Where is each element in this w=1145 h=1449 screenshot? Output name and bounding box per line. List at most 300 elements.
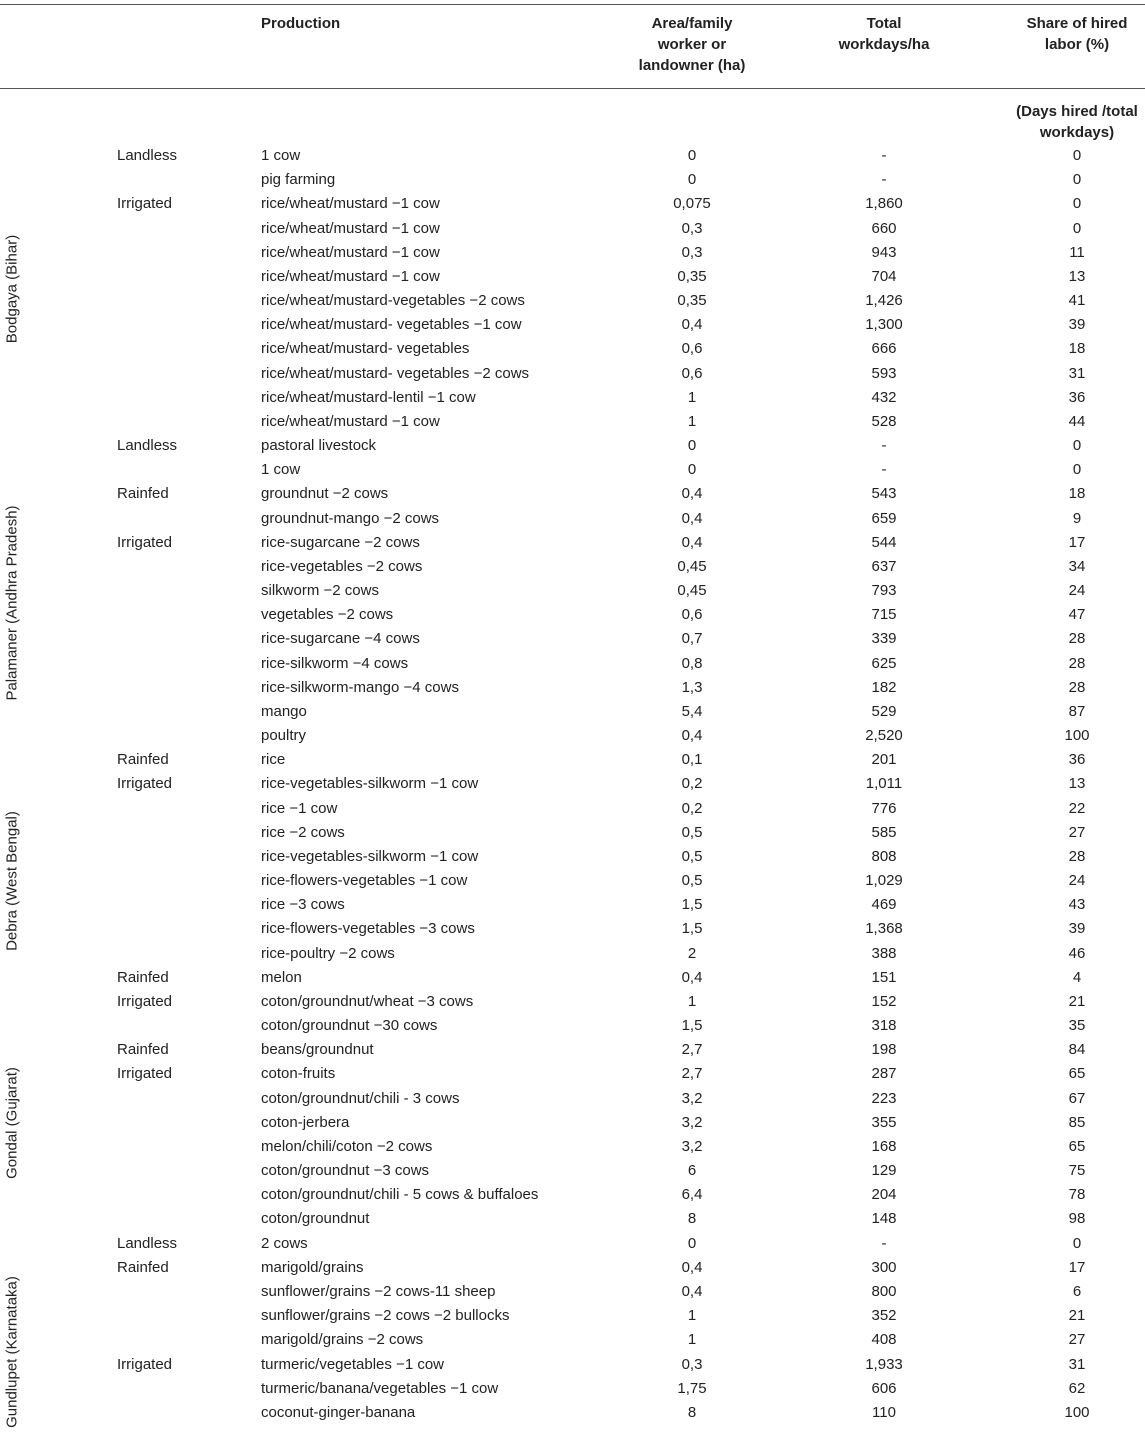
table-row (0, 241, 1145, 265)
workdays-cell: - (881, 171, 887, 189)
workdays-cell: 1,860 (865, 195, 903, 213)
workdays-cell: 1,426 (865, 292, 903, 310)
area-cell: 6,4 (681, 1186, 703, 1204)
workdays-cell: 776 (871, 799, 897, 817)
hired-share-cell: 27 (1068, 823, 1086, 841)
region-name: Gundlupet (Karnataka) (3, 1276, 21, 1429)
production-cell: coton-fruits (261, 1065, 336, 1083)
header-area-line: Area/family (651, 15, 733, 32)
hired-share-cell: 0 (1072, 195, 1082, 213)
hired-share-cell: 18 (1068, 485, 1086, 503)
table-row (0, 1014, 1145, 1038)
workdays-cell: 287 (871, 1065, 897, 1083)
table-row (0, 144, 1145, 168)
workdays-cell: - (881, 147, 887, 164)
farm-type-cell: Landless (117, 437, 178, 455)
area-cell: 0 (687, 147, 697, 164)
table-row (0, 217, 1145, 241)
region-name: Bodgaya (Bihar) (3, 234, 21, 344)
hired-share-cell: 28 (1068, 847, 1086, 865)
workdays-cell: 808 (871, 847, 897, 865)
workdays-cell: 793 (871, 582, 897, 600)
workdays-cell: 660 (871, 219, 897, 237)
area-cell: 2,7 (681, 1041, 703, 1059)
table-row (0, 797, 1145, 821)
area-cell: 0,4 (681, 509, 703, 527)
workdays-cell: 318 (871, 1017, 897, 1035)
area-cell: 1 (687, 1307, 697, 1325)
workdays-cell: 659 (871, 509, 897, 527)
table-row (0, 724, 1145, 748)
header-workdays (784, 13, 984, 55)
table-row (0, 289, 1145, 313)
production-cell: coconut-ginger-banana (261, 1403, 416, 1421)
table-row (0, 337, 1145, 361)
table-row (0, 1062, 1145, 1086)
production-cell: rice/wheat/mustard −1 cow (261, 412, 440, 430)
area-cell: 0,3 (681, 219, 703, 237)
production-cell: rice-flowers-vegetables −1 cow (261, 872, 468, 890)
workdays-cell: 388 (871, 944, 897, 962)
hired-share-cell: 46 (1068, 944, 1086, 962)
production-cell: vegetables −2 cows (261, 606, 394, 624)
production-cell: coton/groundnut/chili - 5 cows & buffaloes (261, 1186, 539, 1204)
area-cell: 1,75 (677, 1379, 707, 1397)
production-cell: coton/groundnut −3 cows (261, 1162, 430, 1180)
share-subheader (977, 101, 1145, 143)
farm-type-cell: Rainfed (117, 751, 169, 769)
region-label (0, 434, 24, 772)
table-row (0, 1401, 1145, 1425)
hired-share-cell: 43 (1068, 896, 1086, 914)
production-cell: marigold/grains (261, 1258, 364, 1276)
table-row (0, 579, 1145, 603)
farm-type-cell: Irrigated (117, 533, 173, 551)
hired-share-cell: 17 (1068, 533, 1086, 551)
workdays-cell: 544 (871, 533, 897, 551)
production-cell: rice-vegetables −2 cows (261, 557, 423, 575)
table-row (0, 845, 1145, 869)
workdays-cell: 129 (871, 1162, 897, 1180)
header-rule (0, 88, 1145, 89)
production-cell: sunflower/grains −2 cows −2 bullocks (261, 1307, 510, 1325)
production-cell: marigold/grains −2 cows (261, 1331, 424, 1349)
hired-share-cell: 28 (1068, 678, 1086, 696)
hired-share-cell: 44 (1068, 412, 1086, 430)
production-cell: rice-flowers-vegetables −3 cows (261, 920, 475, 938)
table-row (0, 168, 1145, 192)
production-cell: melon/chili/coton −2 cows (261, 1137, 433, 1155)
workdays-cell: 529 (871, 702, 897, 720)
area-cell: 0,6 (681, 364, 703, 382)
workdays-cell: 606 (871, 1379, 897, 1397)
workdays-cell: 201 (871, 751, 897, 769)
workdays-cell: 355 (871, 1113, 897, 1131)
workdays-cell: 1,933 (865, 1355, 903, 1373)
area-cell: 0 (687, 437, 697, 455)
production-cell: rice/wheat/mustard-vegetables −2 cows (261, 292, 525, 310)
production-cell: groundnut −2 cows (261, 485, 389, 503)
hired-share-cell: 100 (1064, 1403, 1090, 1421)
workdays-cell: 2,520 (865, 727, 903, 745)
table-row (0, 772, 1145, 796)
hired-share-cell: 65 (1068, 1065, 1086, 1083)
production-cell: groundnut-mango −2 cows (261, 509, 440, 527)
production-cell: rice-poultry −2 cows (261, 944, 395, 962)
workdays-cell: - (881, 1234, 887, 1252)
hired-share-cell: 100 (1064, 727, 1090, 745)
hired-share-cell: 36 (1068, 751, 1086, 769)
workdays-cell: 408 (871, 1331, 897, 1349)
share-subheader-line: (Days hired /total (1016, 103, 1138, 120)
area-cell: 3,2 (681, 1137, 703, 1155)
workdays-cell: 339 (871, 630, 897, 648)
hired-share-cell: 24 (1068, 872, 1086, 890)
area-cell: 8 (687, 1403, 697, 1421)
workdays-cell: - (881, 461, 887, 479)
workdays-cell: - (881, 437, 887, 455)
production-cell: rice/wheat/mustard −1 cow (261, 219, 440, 237)
header-production: Production (261, 15, 341, 32)
workdays-cell: 585 (871, 823, 897, 841)
production-cell: 1 cow (261, 461, 301, 479)
production-cell: pig farming (261, 171, 336, 189)
header-share (977, 13, 1145, 55)
hired-share-cell: 21 (1068, 1307, 1086, 1325)
hired-share-cell: 87 (1068, 702, 1086, 720)
table-row (0, 676, 1145, 700)
production-cell: rice-sugarcane −4 cows (261, 630, 420, 648)
area-cell: 2,7 (681, 1065, 703, 1083)
area-cell: 0,4 (681, 316, 703, 334)
production-cell: mango (261, 702, 307, 720)
workdays-cell: 148 (871, 1210, 897, 1228)
hired-share-cell: 84 (1068, 1041, 1086, 1059)
production-cell: 1 cow (261, 147, 301, 164)
area-cell: 0,075 (673, 195, 711, 213)
hired-share-cell: 78 (1068, 1186, 1086, 1204)
workdays-cell: 110 (872, 1403, 896, 1421)
production-cell: 2 cows (261, 1234, 308, 1252)
header-workdays-line: workdays/ha (838, 36, 930, 53)
header-workdays-line: Total (866, 15, 902, 32)
hired-share-cell: 85 (1068, 1113, 1086, 1131)
farm-type-cell: Irrigated (117, 992, 173, 1010)
production-cell: pastoral livestock (261, 437, 377, 455)
table-row (0, 1328, 1145, 1352)
area-cell: 1,5 (681, 920, 703, 938)
area-cell: 1 (687, 1331, 697, 1349)
table-row (0, 1135, 1145, 1159)
hired-share-cell: 28 (1068, 630, 1086, 648)
area-cell: 0,8 (681, 654, 703, 672)
farm-type-cell: Irrigated (117, 195, 173, 213)
area-cell: 0,1 (681, 751, 703, 769)
table-row (0, 265, 1145, 289)
header-share-line: labor (%) (1044, 36, 1110, 53)
area-cell: 0 (687, 171, 697, 189)
production-cell: rice −3 cows (261, 896, 345, 914)
hired-share-cell: 11 (1069, 243, 1085, 261)
production-cell: coton/groundnut/wheat −3 cows (261, 992, 474, 1010)
area-cell: 0,5 (681, 847, 703, 865)
region-name: Debra (West Bengal) (3, 811, 21, 951)
workdays-cell: 198 (871, 1041, 897, 1059)
workdays-cell: 528 (871, 412, 897, 430)
workdays-cell: 432 (871, 388, 897, 406)
table-row (0, 1087, 1145, 1111)
production-cell: turmeric/banana/vegetables −1 cow (261, 1379, 499, 1397)
area-cell: 6 (687, 1162, 697, 1180)
table-row (0, 917, 1145, 941)
table-row (0, 942, 1145, 966)
area-cell: 0,4 (681, 533, 703, 551)
farm-type-cell: Landless (117, 147, 178, 164)
farm-type-cell: Rainfed (117, 1041, 169, 1059)
table-row (0, 1280, 1145, 1304)
hired-share-cell: 6 (1072, 1282, 1082, 1300)
production-cell: rice/wheat/mustard- vegetables −1 cow (261, 316, 522, 334)
table-row (0, 1353, 1145, 1377)
table-row (0, 652, 1145, 676)
region-label (0, 772, 24, 989)
share-subheader-line: workdays) (1039, 124, 1115, 141)
hired-share-cell: 65 (1068, 1137, 1086, 1155)
hired-share-cell: 18 (1068, 340, 1086, 358)
production-cell: rice/wheat/mustard- vegetables (261, 340, 470, 358)
workdays-cell: 800 (871, 1282, 897, 1300)
table-row (0, 482, 1145, 506)
table-row (0, 313, 1145, 337)
production-cell: rice-silkworm-mango −4 cows (261, 678, 459, 696)
hired-share-cell: 0 (1072, 147, 1082, 164)
hired-share-cell: 39 (1068, 316, 1086, 334)
production-cell: rice −1 cow (261, 799, 338, 817)
hired-share-cell: 41 (1068, 292, 1086, 310)
table-row (0, 1111, 1145, 1135)
hired-share-cell: 28 (1068, 654, 1086, 672)
hired-share-cell: 0 (1072, 1234, 1082, 1252)
area-cell: 1,3 (681, 678, 703, 696)
table-row (0, 893, 1145, 917)
area-cell: 1 (687, 992, 697, 1010)
table-row (0, 990, 1145, 1014)
workdays-cell: 168 (871, 1137, 897, 1155)
area-cell: 0,7 (681, 630, 703, 648)
production-cell: coton/groundnut/chili - 3 cows (261, 1089, 460, 1107)
hired-share-cell: 62 (1068, 1379, 1086, 1397)
table-row (0, 410, 1145, 434)
table-row (0, 386, 1145, 410)
hired-share-cell: 17 (1068, 1258, 1086, 1276)
area-cell: 0,4 (681, 1258, 703, 1276)
hired-share-cell: 75 (1068, 1162, 1086, 1180)
table-row (0, 966, 1145, 990)
area-cell: 0,6 (681, 606, 703, 624)
hired-share-cell: 35 (1068, 1017, 1086, 1035)
area-cell: 0,4 (681, 1282, 703, 1300)
workdays-cell: 593 (871, 364, 897, 382)
area-cell: 0 (687, 461, 697, 479)
hired-share-cell: 31 (1068, 364, 1086, 382)
area-cell: 0,2 (681, 799, 703, 817)
farm-type-cell: Irrigated (117, 1065, 173, 1083)
workdays-cell: 204 (871, 1186, 897, 1204)
area-cell: 0,5 (681, 823, 703, 841)
area-cell: 0,3 (681, 1355, 703, 1373)
hired-share-cell: 9 (1072, 509, 1082, 527)
area-cell: 0,45 (677, 582, 707, 600)
workdays-cell: 152 (871, 992, 897, 1010)
workdays-cell: 704 (871, 267, 897, 285)
workdays-cell: 943 (871, 243, 897, 261)
table-row (0, 1207, 1145, 1231)
workdays-cell: 300 (871, 1258, 897, 1276)
area-cell: 0,4 (681, 727, 703, 745)
area-cell: 0,5 (681, 872, 703, 890)
workdays-cell: 1,368 (865, 920, 903, 938)
area-cell: 0 (687, 1234, 697, 1252)
farm-type-cell: Rainfed (117, 968, 169, 986)
table-row (0, 192, 1145, 216)
region-name: Gondal (Gujarat) (3, 1066, 21, 1179)
table-row (0, 1038, 1145, 1062)
table-row (0, 434, 1145, 458)
production-cell: coton/groundnut −30 cows (261, 1017, 438, 1035)
table-row (0, 531, 1145, 555)
region-label (0, 990, 24, 1256)
workdays-cell: 1,011 (865, 775, 903, 793)
hired-share-cell: 0 (1072, 461, 1082, 479)
area-cell: 1,5 (681, 896, 703, 914)
table-row (0, 603, 1145, 627)
production-cell: coton-jerbera (261, 1113, 350, 1131)
hired-share-cell: 0 (1072, 219, 1082, 237)
farm-type-cell: Landless (117, 1234, 178, 1252)
area-cell: 0,4 (681, 485, 703, 503)
hired-share-cell: 13 (1068, 267, 1086, 285)
workdays-cell: 223 (871, 1089, 897, 1107)
table-row (0, 1256, 1145, 1280)
production-cell: rice/wheat/mustard −1 cow (261, 243, 440, 261)
hired-share-cell: 31 (1068, 1355, 1086, 1373)
hired-share-cell: 27 (1068, 1331, 1086, 1349)
hired-share-cell: 22 (1068, 799, 1086, 817)
header-area (592, 13, 792, 76)
hired-share-cell: 34 (1068, 557, 1086, 575)
table-row (0, 1232, 1145, 1256)
table-row (0, 1377, 1145, 1401)
table-row (0, 507, 1145, 531)
hired-share-cell: 4 (1072, 968, 1082, 986)
area-cell: 0,2 (681, 775, 703, 793)
production-cell: turmeric/vegetables −1 cow (261, 1355, 445, 1373)
workdays-cell: 182 (871, 678, 897, 696)
area-cell: 1 (687, 388, 697, 406)
farm-type-cell: Irrigated (117, 775, 173, 793)
area-cell: 0,3 (681, 243, 703, 261)
table-row (0, 869, 1145, 893)
workdays-cell: 666 (871, 340, 897, 358)
area-cell: 0,45 (677, 557, 707, 575)
production-cell: rice −2 cows (261, 823, 345, 841)
hired-share-cell: 0 (1072, 171, 1082, 189)
workdays-cell: 151 (871, 968, 897, 986)
production-cell: rice/wheat/mustard −1 cow (261, 267, 440, 285)
farm-type-cell: Rainfed (117, 1258, 169, 1276)
header-area-line: landowner (ha) (638, 57, 746, 74)
production-cell: rice/wheat/mustard- vegetables −2 cows (261, 364, 530, 382)
production-cell: sunflower/grains −2 cows-11 sheep (261, 1282, 496, 1300)
area-cell: 1,5 (681, 1017, 703, 1035)
production-cell: rice-vegetables-silkworm −1 cow (261, 775, 479, 793)
area-cell: 1 (687, 412, 697, 430)
production-cell: rice/wheat/mustard −1 cow (261, 195, 440, 213)
table-row (0, 821, 1145, 845)
production-cell: silkworm −2 cows (261, 582, 379, 600)
area-cell: 0,35 (677, 267, 707, 285)
hired-share-cell: 21 (1068, 992, 1086, 1010)
farm-type-cell: Irrigated (117, 1355, 173, 1373)
workdays-cell: 625 (871, 654, 897, 672)
production-cell: rice-sugarcane −2 cows (261, 533, 420, 551)
farm-type-cell: Rainfed (117, 485, 169, 503)
production-cell: melon (261, 968, 302, 986)
header-area-line: worker or (657, 36, 727, 53)
workdays-cell: 1,300 (865, 316, 903, 334)
area-cell: 3,2 (681, 1089, 703, 1107)
workdays-cell: 469 (871, 896, 897, 914)
hired-share-cell: 24 (1068, 582, 1086, 600)
production-cell: rice-vegetables-silkworm −1 cow (261, 847, 479, 865)
region-label (0, 144, 24, 434)
workdays-cell: 637 (871, 557, 897, 575)
area-cell: 0,6 (681, 340, 703, 358)
workdays-cell: 715 (871, 606, 897, 624)
hired-share-cell: 0 (1072, 437, 1082, 455)
hired-share-cell: 36 (1068, 388, 1086, 406)
table-row (0, 1159, 1145, 1183)
area-cell: 5,4 (681, 702, 703, 720)
workdays-cell: 352 (871, 1307, 897, 1325)
area-cell: 0,4 (681, 968, 703, 986)
table-row (0, 1183, 1145, 1207)
table-row (0, 458, 1145, 482)
production-cell: rice (261, 751, 286, 769)
area-cell: 3,2 (681, 1113, 703, 1131)
table-row (0, 748, 1145, 772)
hired-share-cell: 39 (1068, 920, 1086, 938)
header-share-line: Share of hired (1026, 15, 1128, 32)
hired-share-cell: 13 (1068, 775, 1086, 793)
top-rule (0, 4, 1145, 5)
area-cell: 2 (687, 944, 697, 962)
production-cell: coton/groundnut (261, 1210, 370, 1228)
region-label (0, 1256, 24, 1449)
table-row (0, 555, 1145, 579)
workdays-cell: 543 (871, 485, 897, 503)
hired-share-cell: 98 (1068, 1210, 1086, 1228)
hired-share-cell: 67 (1068, 1089, 1086, 1107)
table-row (0, 627, 1145, 651)
production-cell: beans/groundnut (261, 1041, 374, 1059)
area-cell: 0,35 (677, 292, 707, 310)
area-cell: 8 (687, 1210, 697, 1228)
production-cell: rice/wheat/mustard-lentil −1 cow (261, 388, 476, 406)
production-cell: poultry (261, 727, 307, 745)
region-name: Palamaner (Andhra Pradesh) (3, 505, 21, 701)
production-cell: rice-silkworm −4 cows (261, 654, 409, 672)
